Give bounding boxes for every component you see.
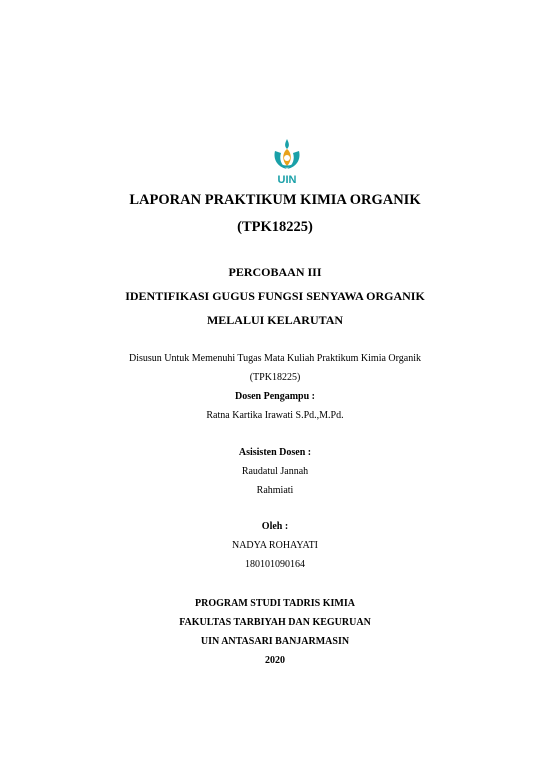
assistant-label: Asisisten Dosen :	[238, 447, 312, 458]
study-program: PROGRAM STUDI TADRIS KIMIA	[195, 598, 355, 609]
report-title: LAPORAN PRAKTIKUM KIMIA ORGANIK	[129, 192, 421, 208]
course-code: (TPK18225)	[237, 219, 313, 235]
assistant-name-1: Raudatul Jannah	[241, 466, 309, 477]
experiment-title-line2: MELALUI KELARUTAN	[206, 313, 344, 327]
author-id: 180101090164	[245, 559, 305, 570]
assistant-name-2: Rahmiati	[256, 485, 294, 496]
lecturer-label: Dosen Pengampu :	[234, 391, 315, 402]
experiment-number: PERCOBAAN III	[228, 265, 322, 279]
year: 2020	[265, 655, 285, 666]
university: UIN ANTASARI BANJARMASIN	[200, 636, 350, 647]
author-label: Oleh :	[261, 521, 289, 532]
uin-logo	[269, 137, 305, 187]
faculty: FAKULTAS TARBIYAH DAN KEGURUAN	[179, 617, 371, 628]
purpose-line1: Disusun Untuk Memenuhi Tugas Mata Kuliah Praktikum Kimia Organik	[128, 353, 422, 364]
author-name: NADYA ROHAYATI	[231, 540, 319, 551]
experiment-title-line1: IDENTIFIKASI GUGUS FUNGSI SENYAWA ORGANIK	[125, 289, 425, 303]
purpose-line2: (TPK18225)	[249, 372, 301, 383]
lecturer-name: Ratna Kartika Irawati S.Pd.,M.Pd.	[206, 410, 344, 421]
svg-text:UIN: UIN	[277, 174, 297, 186]
